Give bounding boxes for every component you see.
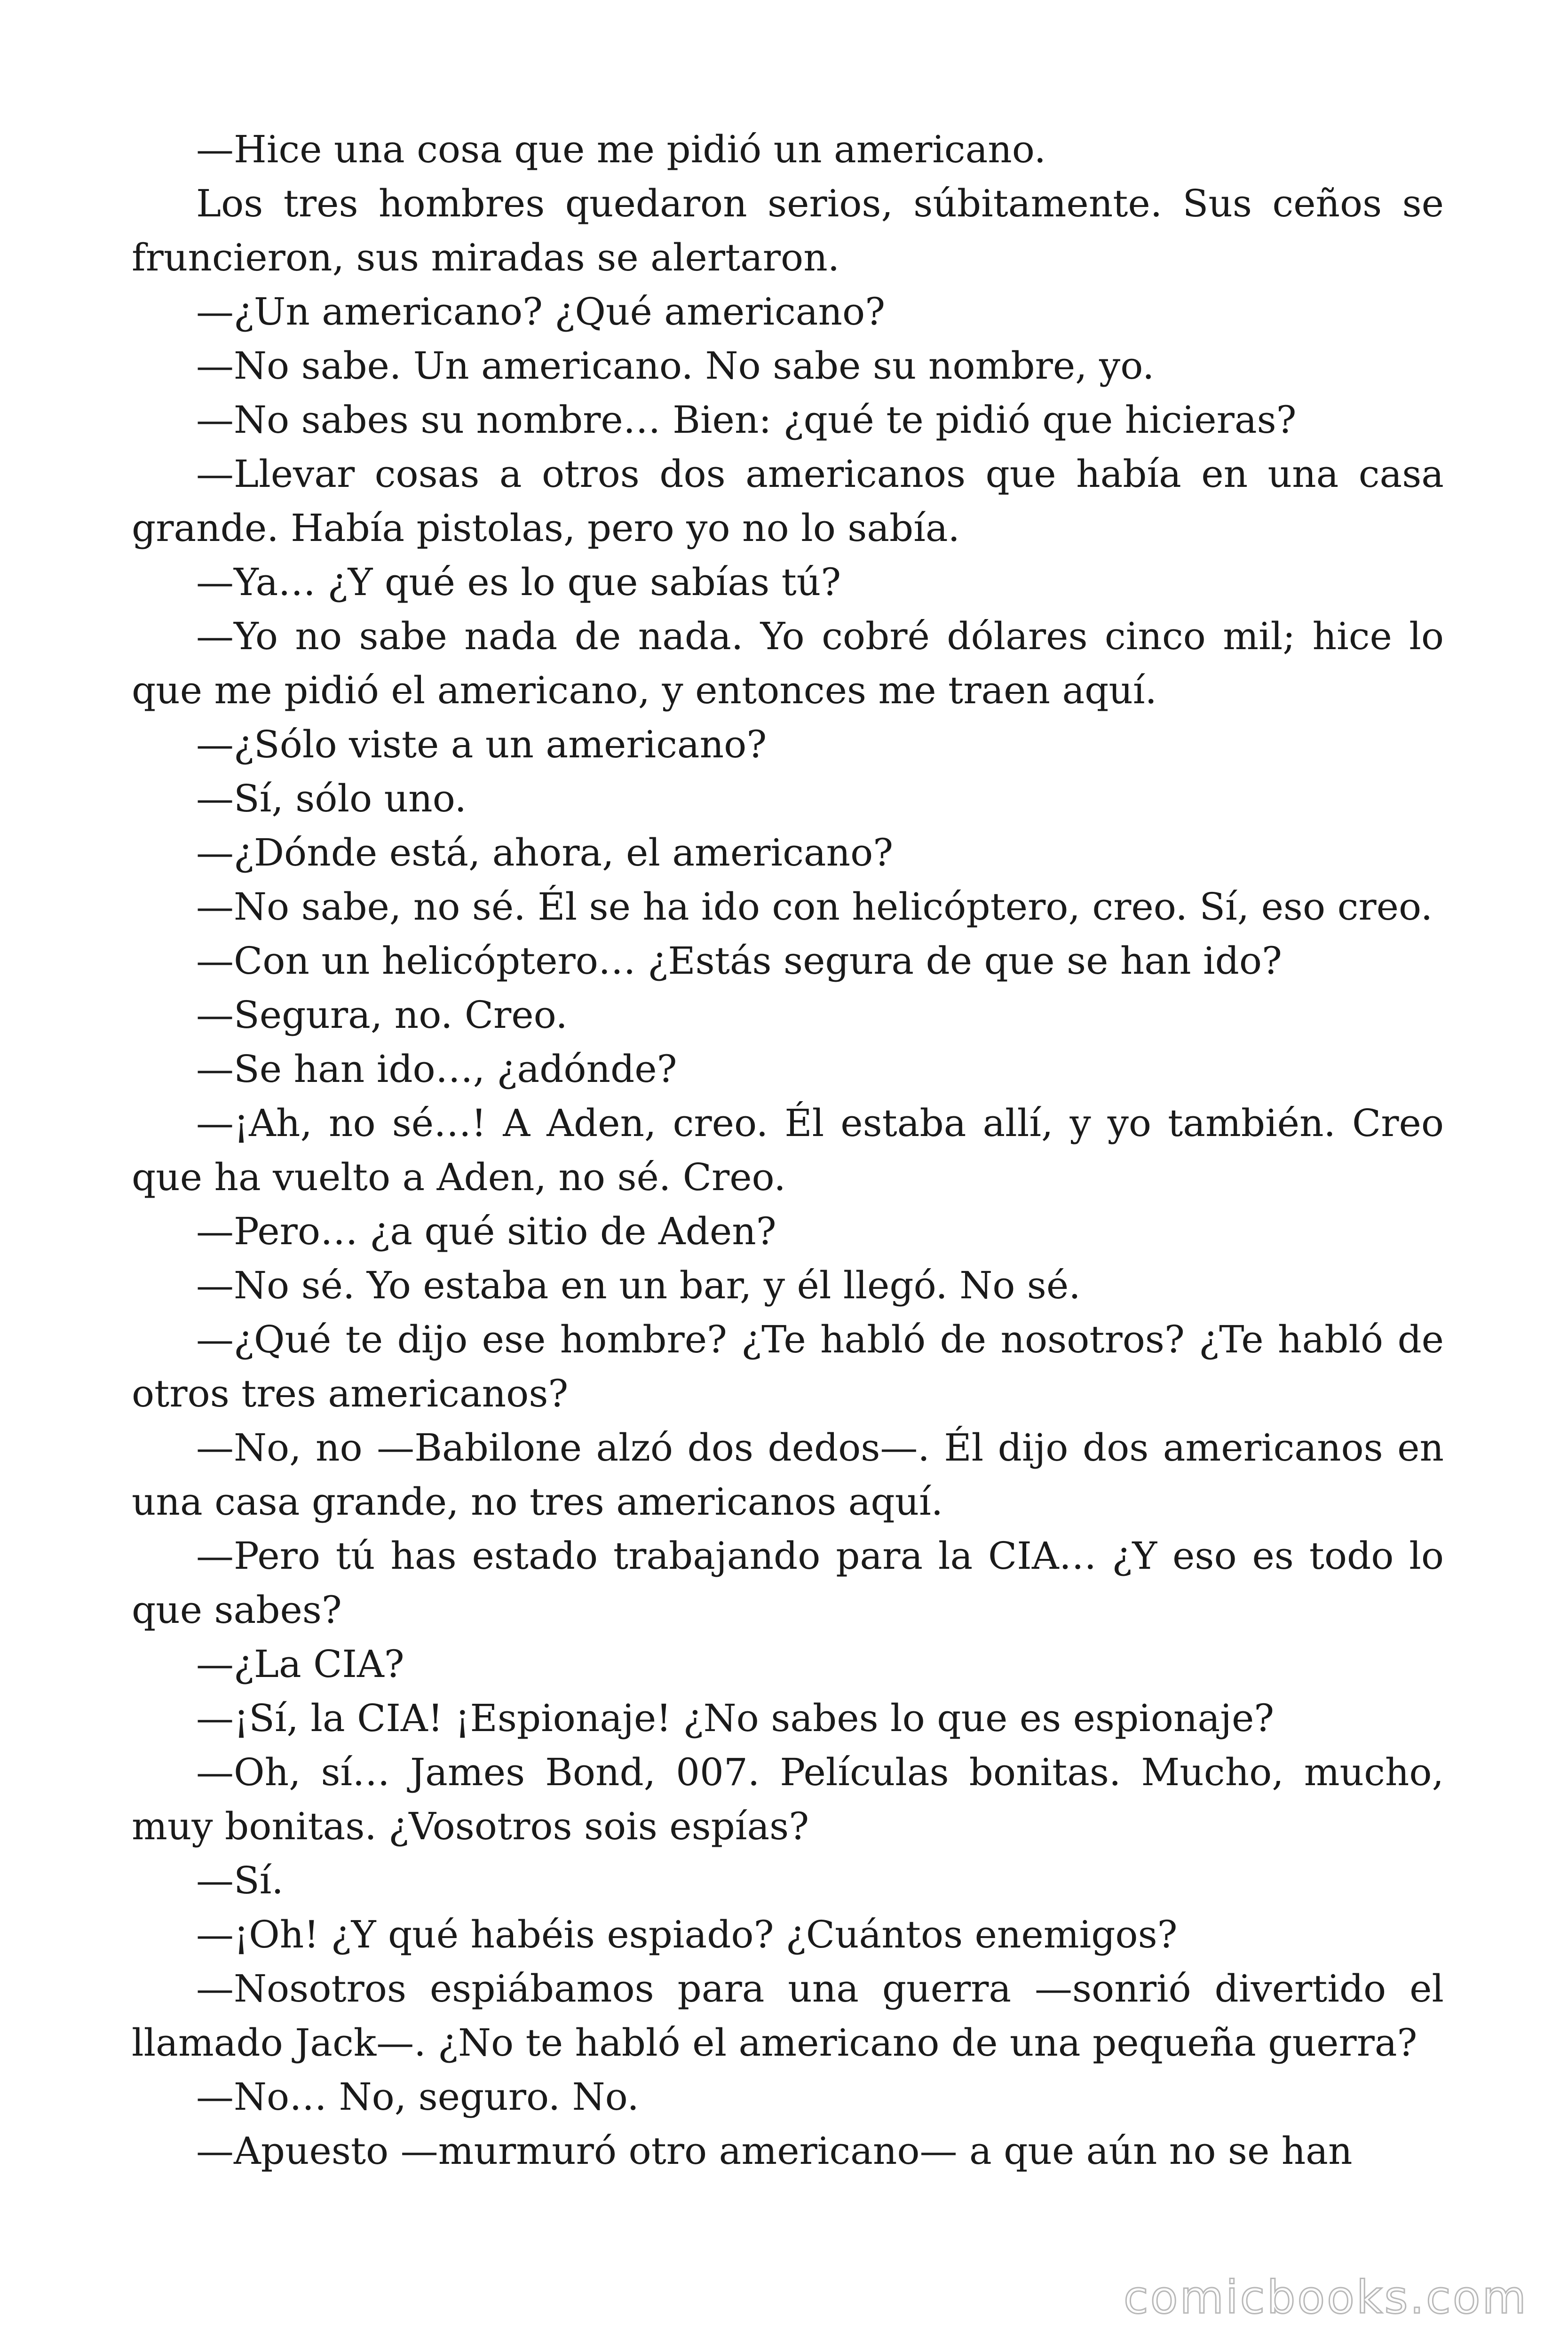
paragraph: —No sabe, no sé. Él se ha ido con helicóptero, creo. Sí, eso creo. xyxy=(196,885,1433,929)
paragraph: —Se han ido…, ¿adónde? xyxy=(196,1047,677,1091)
paragraph: —Llevar cosas a otros dos americanos que había en una casa grande. Había pistolas, pero yo no lo sabía. xyxy=(132,452,1444,550)
paragraph: —No sabe. Un americano. No sabe su nombre, yo. xyxy=(196,344,1155,388)
paragraph: —¿Sólo viste a un americano? xyxy=(196,723,767,766)
paragraph: —Yo no sabe nada de nada. Yo cobré dólares cinco mil; hice lo que me pidió el americano, y entonces me traen aquí. xyxy=(132,614,1444,712)
paragraph: —Oh, sí… James Bond, 007. Películas bonitas. Mucho, mucho, muy bonitas. ¿Vosotros sois espías? xyxy=(132,1750,1444,1848)
page-body xyxy=(132,122,1444,2178)
paragraph: —No… No, seguro. No. xyxy=(196,2075,639,2119)
paragraph: —¡Oh! ¿Y qué habéis espiado? ¿Cuántos enemigos? xyxy=(196,1913,1178,1956)
paragraph: —Sí. xyxy=(196,1859,284,1902)
paragraph: —Con un helicóptero… ¿Estás segura de que se han ido? xyxy=(196,939,1282,983)
paragraph: —Apuesto —murmuró otro americano— a que aún no se han xyxy=(196,2129,1353,2173)
paragraph: —¿Un americano? ¿Qué americano? xyxy=(196,290,886,334)
watermark: comicbooks.com xyxy=(1123,2271,1528,2324)
paragraph: —Segura, no. Creo. xyxy=(196,993,568,1037)
paragraph: —¿La CIA? xyxy=(196,1642,404,1686)
paragraph: —¿Dónde está, ahora, el americano? xyxy=(196,831,894,874)
paragraph: —Nosotros espiábamos para una guerra —sonrió divertido el llamado Jack—. ¿No te habló el americano de una pequeña guerra? xyxy=(132,1967,1444,2065)
paragraph: —Ya… ¿Y qué es lo que sabías tú? xyxy=(196,560,841,604)
paragraph: —¡Ah, no sé…! A Aden, creo. Él estaba allí, y yo también. Creo que ha vuelto a Aden, no sé. Creo. xyxy=(132,1101,1444,1199)
paragraph: —Hice una cosa que me pidió un americano. xyxy=(196,127,1046,171)
paragraph: —No sabes su nombre… Bien: ¿qué te pidió que hicieras? xyxy=(196,398,1297,442)
paragraph: —Pero tú has estado trabajando para la CIA… ¿Y eso es todo lo que sabes? xyxy=(132,1534,1444,1632)
paragraph: Los tres hombres quedaron serios, súbitamente. Sus ceños se fruncieron, sus miradas se alertaron. xyxy=(132,182,1444,279)
paragraph: —No sé. Yo estaba en un bar, y él llegó. No sé. xyxy=(196,1263,1081,1307)
paragraph: —Pero… ¿a qué sitio de Aden? xyxy=(196,1209,776,1253)
paragraph: —No, no —Babilone alzó dos dedos—. Él dijo dos americanos en una casa grande, no tres americanos aquí. xyxy=(132,1426,1444,1524)
paragraph: —¿Qué te dijo ese hombre? ¿Te habló de nosotros? ¿Te habló de otros tres americanos? xyxy=(132,1318,1444,1415)
paragraph: —Sí, sólo uno. xyxy=(196,777,467,820)
paragraph: —¡Sí, la CIA! ¡Espionaje! ¿No sabes lo que es espionaje? xyxy=(196,1696,1275,1740)
